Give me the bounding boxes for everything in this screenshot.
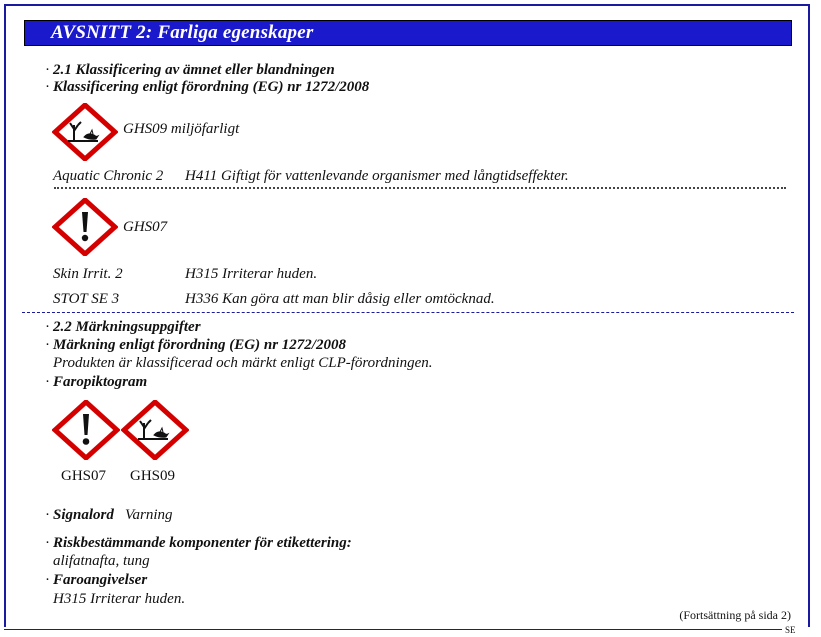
skin-irrit-class: Skin Irrit. 2: [53, 266, 123, 282]
ghs09-environment-icon: [121, 400, 189, 460]
pictograms-heading: Faropiktogram: [53, 374, 148, 390]
h336-statement: H336 Kan göra att man blir dåsig eller omtöcknad.: [185, 291, 495, 307]
ghs07-caption: GHS07: [61, 468, 107, 484]
bullet: ·: [45, 507, 50, 523]
bullet: ·: [45, 572, 50, 588]
h315-statement: H315 Irriterar huden.: [185, 266, 318, 282]
signal-word-label: Signalord: [53, 507, 114, 523]
signal-word-value: Varning: [125, 507, 173, 523]
bullet: ·: [45, 535, 50, 551]
bullet: ·: [45, 374, 50, 390]
hazard-statements-heading: Faroangivelser: [53, 572, 148, 588]
bullet: ·: [45, 79, 50, 95]
labelling-regulation-heading: Märkning enligt förordning (EG) nr 1272/2008: [53, 337, 346, 353]
bullet: ·: [45, 319, 50, 335]
hazard-statement-h315: H315 Irriterar huden.: [53, 591, 186, 607]
dashed-separator: [22, 312, 794, 313]
ghs07-exclamation-icon: [52, 400, 120, 460]
page-frame: [4, 4, 810, 627]
section-2-2-heading: 2.2 Märkningsuppgifter: [53, 319, 201, 335]
continuation-note: (Fortsättning på sida 2): [679, 608, 791, 622]
section-header: [24, 20, 792, 46]
h411-statement: H411 Giftigt för vattenlevande organismer med långtidseffekter.: [185, 168, 569, 184]
country-code: SE: [785, 625, 796, 635]
stot-se-class: STOT SE 3: [53, 291, 120, 307]
dotted-separator: [54, 187, 786, 189]
ghs07-label: GHS07: [123, 219, 168, 235]
components-value: alifatnafta, tung: [53, 553, 150, 569]
page-frame-bottom: [4, 629, 782, 630]
bullet: ·: [45, 337, 50, 353]
clp-statement: Produkten är klassificerad och märkt enligt CLP-förordningen.: [53, 355, 433, 371]
classification-regulation-heading: Klassificering enligt förordning (EG) nr 1272/2008: [53, 79, 370, 95]
components-heading: Riskbestämmande komponenter för etikettering:: [53, 535, 352, 551]
section-title: AVSNITT 2: Farliga egenskaper: [51, 22, 314, 43]
ghs09-caption: GHS09: [130, 468, 176, 484]
aquatic-class: Aquatic Chronic 2: [53, 168, 164, 184]
bullet: ·: [45, 62, 50, 78]
ghs09-environment-icon: [52, 103, 118, 161]
ghs07-exclamation-icon: [52, 198, 118, 256]
ghs09-label: GHS09 miljöfarligt: [123, 121, 240, 137]
section-2-1-heading: 2.1 Klassificering av ämnet eller blandningen: [53, 62, 335, 78]
